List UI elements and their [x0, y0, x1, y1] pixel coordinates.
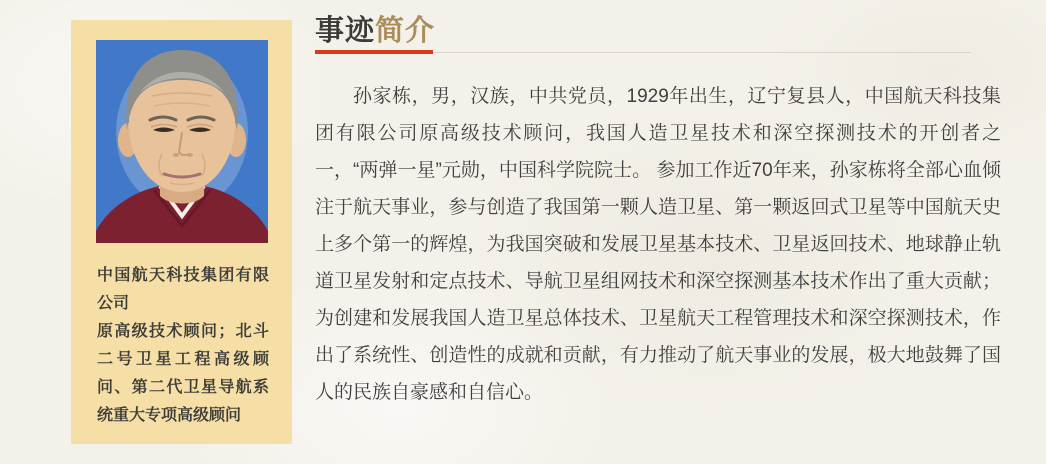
- profile-card: [71, 20, 292, 444]
- profile-titles: 原高级技术顾问；北斗二号卫星工程高级顾问、第二代卫星导航系统重大专项高级顾问: [97, 323, 269, 424]
- title-divider: [315, 50, 971, 54]
- portrait-photo-illustration: [96, 40, 268, 243]
- section-title-gold: 简介: [375, 15, 436, 47]
- section-title: [315, 16, 1001, 46]
- profile-org-name: 中国航天科技集团有限公司: [97, 267, 269, 312]
- divider-red-accent: [315, 50, 433, 54]
- portrait-photo: [96, 40, 268, 243]
- main-content: [315, 16, 1001, 411]
- biography-paragraph: 孙家栋，男，汉族，中共党员，1929年出生，辽宁复县人，中国航天科技集团有限公司原高级技术顾问，我国人造卫星技术和深空探测技术的开创者之一，“两弹一星”元勋，中国科学院院士。 参加工作近70年来，孙家栋将全部心血倾注于航天事业，参与创造了我国第一颗人造卫星、第一颗返回式卫星等中国航天史上多个第一的辉煌，为我国突破和发展卫星基本技术、卫星返回技术、地球静止轨道卫星发射和定点技术、导航卫星组网技术和深空探测基本技术作出了重大贡献；为创建和发展我国人造卫星总体技术、卫星航天工程管理技术和深空探测技术，作出了系统性、创造性的成就和贡献，有力推动了航天事业的发展，极大地鼓舞了国人的民族自豪感和自信心。: [315, 86, 1001, 403]
- divider-gray-line: [433, 52, 971, 53]
- section-title-dark: 事迹: [315, 15, 376, 47]
